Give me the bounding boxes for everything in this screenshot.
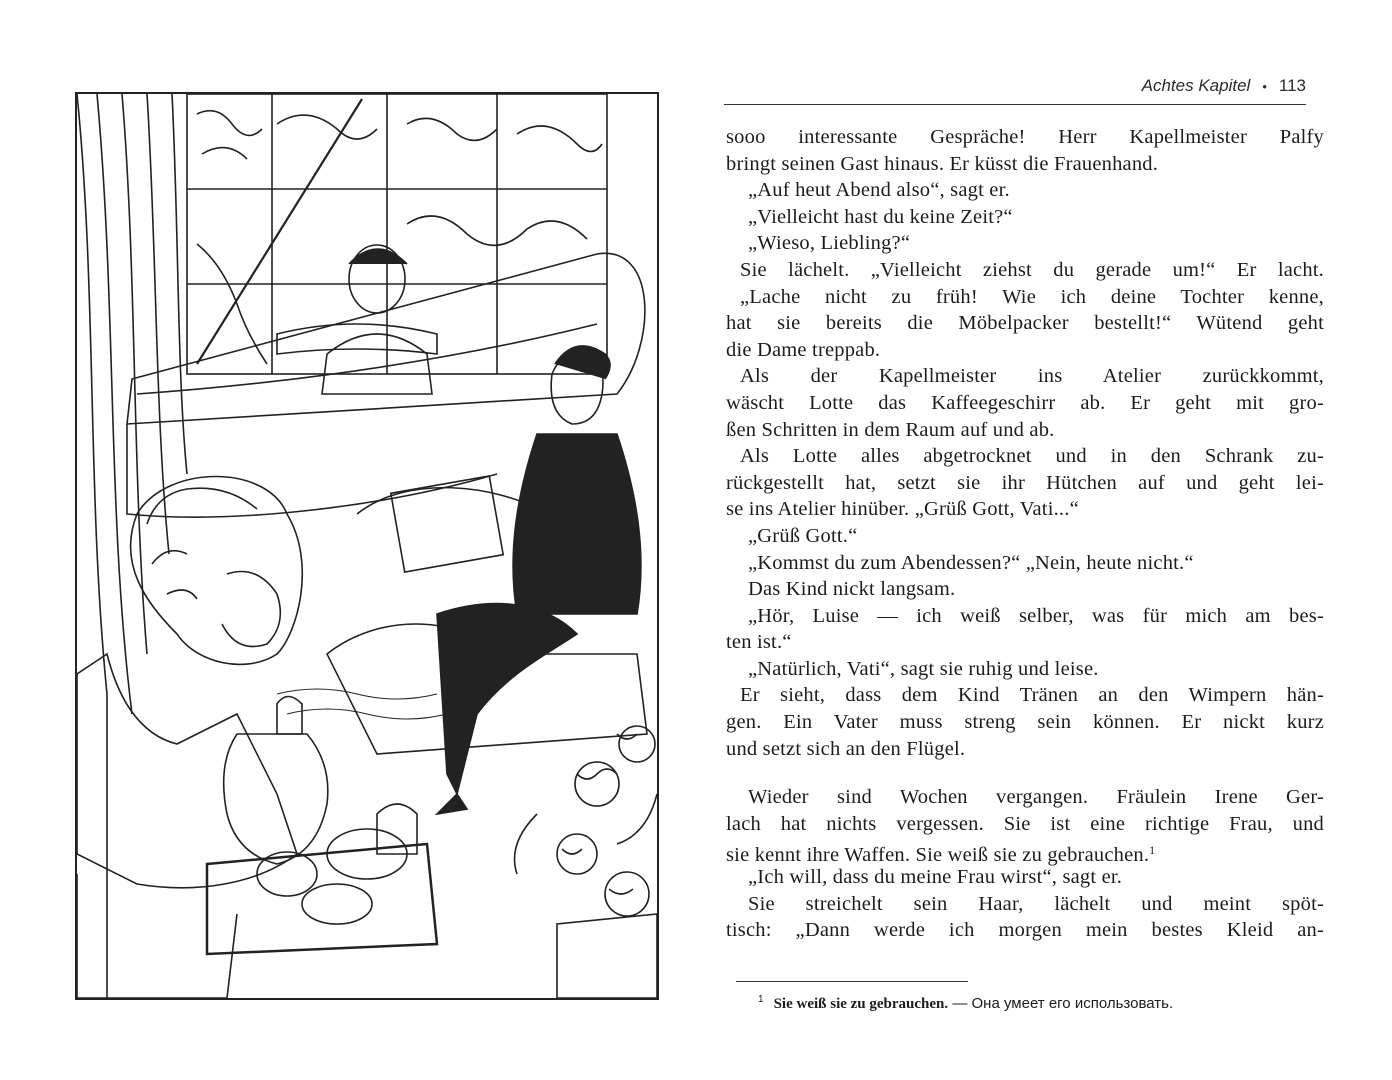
text-line-content: sie kennt ihre Waffen. Sie weiß sie zu gebrauchen. — [726, 844, 1150, 867]
text-line: „Vielleicht hast du keine Zeit?“ — [748, 205, 1013, 228]
text-line: „Auf heut Abend also“, sagt er. — [748, 179, 1010, 202]
text-line: rückgestellt hat, setzt sie ihr Hütchen auf und geht lei- — [726, 471, 1324, 494]
text-line: Wieder sind Wochen vergangen. Fräulein Irene Ger- — [748, 786, 1324, 809]
bullet-separator: • — [1262, 78, 1267, 94]
text-line: lach hat nichts vergessen. Sie ist eine richtige Frau, und — [726, 812, 1324, 835]
text-line: „Grüß Gott.“ — [748, 524, 858, 547]
text-line — [726, 837, 1324, 867]
footnote-rule — [736, 981, 968, 982]
header-rule — [724, 104, 1306, 105]
footnote-ref: 1 — [1149, 843, 1156, 858]
text-line: „Hör, Luise — ich weiß selber, was für mich am bes- — [748, 604, 1324, 627]
text-line: Er sieht, dass dem Kind Tränen an den Wimpern hän- — [740, 684, 1324, 707]
text-line: tisch: „Dann werde ich morgen mein bestes Kleid an- — [726, 919, 1324, 942]
text-line: Sie streichelt sein Haar, lächelt und meint spöt- — [748, 892, 1324, 915]
text-line: Sie lächelt. „Vielleicht ziehst du gerade um!“ Er lacht. — [740, 258, 1324, 281]
illustration-drawing — [77, 94, 657, 998]
body-text — [726, 124, 1324, 944]
page-number: 113 — [1278, 76, 1306, 95]
text-line: wäscht Lotte das Kaffeegeschirr ab. Er geht mit gro- — [726, 391, 1324, 414]
illustration-frame — [75, 92, 659, 1000]
text-line: „Ich will, dass du meine Frau wirst“, sagt er. — [748, 866, 1123, 889]
footnote — [758, 990, 1318, 1014]
text-line: Als Lotte alles abgetrocknet und in den Schrank zu- — [740, 445, 1324, 468]
text-line: se ins Atelier hinüber. „Grüß Gott, Vati...“ — [726, 498, 1079, 521]
text-line: hat sie bereits die Möbelpacker bestellt!“ Wütend geht — [726, 312, 1324, 335]
text-line: Als der Kapellmeister ins Atelier zurückkommt, — [740, 365, 1324, 388]
chapter-title: Achtes Kapitel — [1141, 76, 1251, 95]
text-line: ßen Schritten in dem Raum auf und ab. — [726, 418, 1055, 441]
text-line: und setzt sich an den Flügel. — [726, 737, 966, 760]
text-line: ten ist.“ — [726, 631, 792, 654]
footnote-term: Sie weiß sie zu gebrauchen. — [773, 996, 949, 1012]
text-line: die Dame treppab. — [726, 338, 881, 361]
text-line: gen. Ein Vater muss streng sein können. Er nickt kurz — [726, 711, 1324, 734]
text-line: Das Kind nickt langsam. — [748, 578, 956, 601]
text-line: „Natürlich, Vati“, sagt sie ruhig und leise. — [748, 657, 1099, 680]
running-head — [1142, 76, 1306, 96]
footnote-translation: — Она умеет его использовать. — [948, 995, 1174, 1012]
text-line: „Lache nicht zu früh! Wie ich deine Tochter kenne, — [740, 285, 1324, 308]
text-line: sooo interessante Gespräche! Herr Kapellmeister Palfy — [726, 126, 1324, 148]
text-line: „Wieso, Liebling?“ — [748, 232, 911, 255]
text-line: „Kommst du zum Abendessen?“ „Nein, heute nicht.“ — [748, 551, 1194, 574]
text-line: bringt seinen Gast hinaus. Er küsst die Frauenhand. — [726, 152, 1159, 175]
footnote-mark: 1 — [758, 994, 764, 1005]
